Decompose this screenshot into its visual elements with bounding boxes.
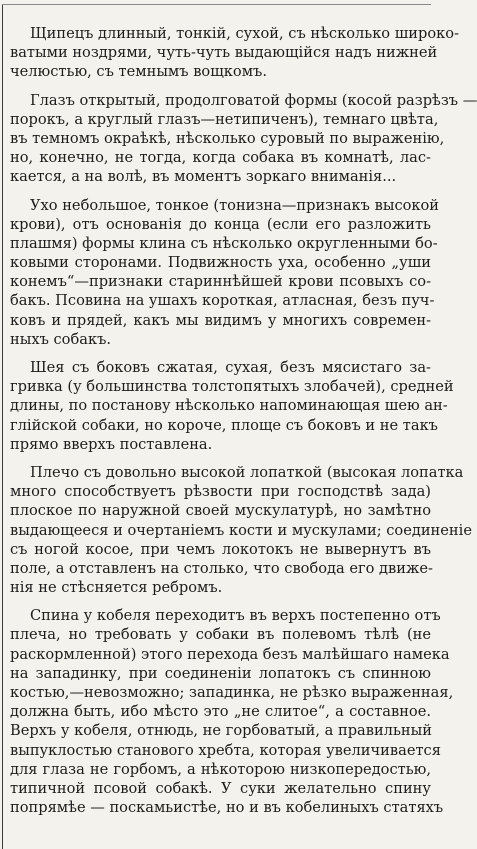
text-line: выдающееся и очертаніемъ кости и мускулами; соединеніе [10,521,472,539]
text-line: бакъ. Псовина на ушахъ короткая, атласная, безъ пуч- [10,292,435,310]
text-line: типичной псовой собакѣ. У суки желательно спину [10,779,431,797]
text-line: ковыми сторонами. Подвижность уха, особенно „уши [10,254,431,272]
text-line: кается, а на волѣ, въ моментъ зоркаго вниманія... [10,168,397,186]
text-line: прямо вверхъ поставлена. [10,435,213,453]
text-line: порокъ, а круглый глазъ—нетипиченъ), темнаго цвѣта, [10,110,439,128]
text-line: Спина у кобеля переходитъ въ верхъ постепенно отъ [30,607,441,625]
text-line: Шея съ боковъ сжатая, сухая, безъ мясистаго за- [30,359,431,376]
text-line: нія не стѣсняется ребромъ. [10,579,223,597]
text-line: раскормленной) этого перехода безъ малѣйшаго намека [10,645,450,663]
text-line: Плечо съ довольно высокой лопаткой (высокая лопатка [30,463,464,481]
left-margin-rule [2,4,3,849]
paragraph [10,196,440,350]
paragraph [10,358,454,454]
text-line: но, конечно, не тогда, когда собака въ комнатѣ, лас- [10,149,431,167]
text-line: Глазъ открытый, продолговатой формы (косой разрѣзъ — [30,91,477,109]
text-line: въ темномъ окраѣкѣ, нѣсколько суровый по выраженію, [10,129,445,147]
text-line: Щипецъ длинный, тонкій, сухой, съ нѣсколько широко- [30,25,459,42]
text-body [10,24,477,817]
text-line: плеча, но требовать у собаки въ полевомъ тѣлѣ (не [10,626,431,644]
text-line: плоское по наружной своей мускулатурѣ, но замѣтно [10,502,431,520]
text-line: Верхъ у кобеля, отнюдь, не горбоватый, а правильный [10,722,432,740]
text-line: челюстью, съ темнымъ вощкомъ. [10,63,267,81]
text-line: глійской собаки, но короче, площе съ боковъ и не такъ [10,416,438,434]
text-line: конемъ“—признаки стариннѣйшей крови псовыхъ со- [10,273,431,291]
text-line: гривка (у большинства толстопятыхъ злобачей), средней [10,378,454,396]
text-line: длины, по постанову нѣсколько напоминающая шею ан- [10,397,448,415]
paragraph [10,606,454,817]
text-line: ныхъ собакъ. [10,330,111,348]
top-rule [2,4,431,5]
paragraph [10,24,459,82]
text-line: ватыми ноздрями, чуть-чуть выдающійся надъ нижней [10,44,438,62]
text-line: ковъ и прядей, какъ мы видимъ у многихъ современ- [10,311,431,329]
text-line: попрямѣе — поскамьистѣе, но и въ кобелиныхъ статяхъ [10,799,444,817]
paragraph [10,91,477,187]
text-line: на западинку, при соединеніи лопатокъ съ спинною [10,664,431,682]
text-line: плашмя) формы клина съ нѣсколько округленными бо- [10,234,438,252]
text-line: съ ногой косое, при чемъ локотокъ не вывернутъ въ [10,540,431,558]
text-line: поле, а отставленъ на столько, что свобода его движе- [10,559,433,577]
paragraph [10,463,472,597]
text-line: выпуклостью станового хребта, которая увеличивается [10,741,441,759]
text-line: Ухо небольшое, тонкое (тонизна—признакъ высокой [30,196,440,214]
text-line: для глаза не горбомъ, а нѣкоторою низкопередостью, [10,760,431,778]
text-line: крови), отъ основанія до конца (если его разложить [10,215,431,233]
text-line: много способствуетъ рѣзвости при господствѣ зада) [10,483,431,501]
text-line: костью,—невозможно; западинка, не рѣзко выраженная, [10,684,454,701]
text-line: должна быть, ибо мѣсто это „не слитое“, а составное. [10,703,431,721]
